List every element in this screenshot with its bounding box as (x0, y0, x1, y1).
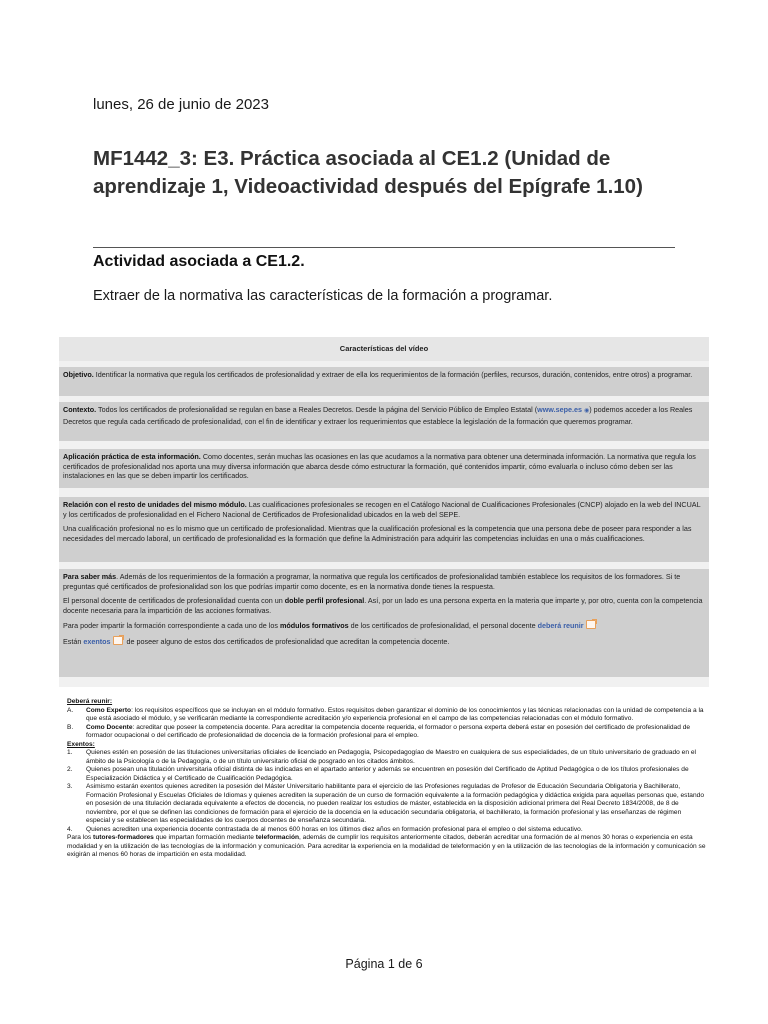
relacion-box (59, 497, 709, 562)
tutores-paragraph: Para los tutores-formadores que impartan formación mediante teleformación, además de cumplir los requisitos anteriormente citados, deberán acreditar una formación de al menos 30 horas o experiencia en esta modalidad y en la utilización de las tecnologías de la información y comunicación. Para acreditar la experiencia en la modalidad de teleformación y en la utilización de las tecnologías de la información y comunicación se exigirán al menos 60 horas de impartición en esta modalidad. (67, 834, 706, 858)
requirements-notes (67, 698, 707, 860)
saber-mas-box (59, 569, 709, 677)
video-characteristics-panel (59, 337, 709, 687)
list-item: A. Como Experto: los requisitos específicos que se incluyan en el módulo formativo. Estos requisitos deben garantizar el dominio de los conocimientos y las técnicas relacionadas con la unidad de competencia a la que está asociado el módulo, y se verificarán mediante la correspondiente acreditación y/o experiencia profesional en el campo de las competencias relacionadas con el módulo formativo. (67, 706, 704, 722)
sepe-link[interactable]: www.sepe.es (537, 405, 582, 414)
sepe-logo-icon: ◉ (584, 408, 590, 414)
exentos-heading: Exentos: (67, 740, 95, 748)
page-title: MF1442_3: E3. Práctica asociada al CE1.2 (Unidad de aprendizaje 1, Videoactividad después del Epígrafe 1.10) (93, 147, 643, 198)
contexto-box (59, 402, 709, 441)
contexto-text-before: Todos los certificados de profesionalidad se regulan en base a Reales Decretos. Desde la página del Servicio Público de Empleo Estatal ( (98, 405, 538, 414)
document-date: lunes, 26 de junio de 2023 (93, 96, 269, 113)
video-panel-header: Características del vídeo (59, 337, 709, 361)
objetivo-box (59, 367, 709, 396)
list-item: B. Como Docente: acreditar que poseer la competencia docente. Para acreditar la competencia docente requerida, el formador o persona experta deberá estar en posesión del certificado de profesionalidad de formador ocupacional o del certificado de profesionalidad de docencia de la formación profesional para el empleo. (67, 723, 691, 739)
saber-mas-text: . Además de los requerimientos de la formación a programar, la normativa que regula los certificados de profesionalidad también establece los requisitos de los formadores. Si te preguntas qué certificados de profesionalidad son los que podrías impartir como docente, es en la normativa donde tienes la respuesta. (63, 572, 681, 591)
relacion-text: Las cualificaciones profesionales se recogen en el Catálogo Nacional de Cualificaciones Profesionales (CNCP) alojado en la web del INCUAL y los certificados de profesionalidad en el Fichero Nacional de Certificados de Profesionalidad ubicados en la web del SEPE. (63, 500, 701, 519)
page-number: Página 1 de 6 (345, 957, 423, 971)
external-link-icon[interactable] (586, 620, 596, 629)
contexto-text-after: ) podemos acceder a los Reales Decretos que regula cada certificado de profesionalidad, con el fin de identificar y extraer los requerimientos que establece la legislación de la formación que queremos programar. (63, 405, 693, 426)
activity-subtitle: Actividad asociada a CE1.2. (93, 253, 305, 270)
saber-mas-p4-before: Están (63, 636, 84, 646)
saber-mas-p2-after: . Así, por un lado es una persona experta en la materia que imparte y, por otro, cuenta con la competencia docente necesaria para la impartición de las acciones formativas. (63, 596, 703, 615)
list-item: 1. Quienes estén en posesión de las titulaciones universitarias oficiales de licenciado en Pedagogía, Psicopedagogíao de Maestro en cualquiera de sus especialidades, de un título universitario de graduado en el ámbito de la Psicología o de la Pedagogía, o de un título universitario oficial de posgrado en los citados ámbitos. (67, 749, 696, 765)
aplicacion-label: Aplicación práctica de esta información. (63, 452, 201, 461)
saber-mas-p4-after: de poseer alguno de estos dos certificados de profesionalidad que acreditan la competencia docente. (124, 636, 450, 646)
saber-mas-p2-before: El personal docente de certificados de profesionalidad cuenta con un (63, 596, 285, 606)
doble-perfil-text: doble perfil profesional (284, 596, 365, 606)
saber-mas-p3-after: de los certificados de profesionalidad, el personal docente (348, 621, 538, 631)
list-item: 3. Asimismo estarán exentos quienes acrediten la posesión del Máster Universitario habilitante para el ejercicio de las Profesiones reguladas de Profesor de Educación Secundaria Obligatoria y Bachillerato, Formación Profesional y Escuelas Oficiales de Idiomas y quienes acrediten la superación de un curso de formación equivalente a la formación pedagógica y didáctica exigida para aquellas personas que, estando en posesión de una titulación declarada equivalente a efectos de docencia, no pueden realizar los estudios de máster, establecida en la disposición adicional primera del Real Decreto 1834/2008, de 8 de noviembre, por el que se definen las condiciones de formación para el ejercicio de la docencia en la educación secundaria obligatoria, el bachillerato, la formación profesional y las enseñanzas de régimen especial y se establecen las especialidades de los cuerpos docentes de enseñanza secundaria. (67, 783, 704, 824)
modulos-formativos-text: módulos formativos (279, 621, 349, 631)
objetivo-text: Identificar la normativa que regula los certificados de profesionalidad y extraer de ella los requerimientos de la formación (perfiles, recursos, duración, contenidos, entre otros) a programar. (95, 370, 693, 379)
list-item: 4. Quienes acrediten una experiencia docente contrastada de al menos 600 horas en los últimos diez años en formación profesional para el empleo o del sistema educativo. (67, 825, 583, 833)
debera-reunir-link[interactable]: deberá reunir (537, 621, 584, 631)
relacion-label: Relación con el resto de unidades del mismo módulo. (63, 500, 247, 509)
aplicacion-text: Como docentes, serán muchas las ocasiones en las que acudamos a la normativa para obtener una determinada información. La normativa que regula los certificados de profesionalidad nos aporta una muy diversa información que abarca desde cómo estructurar la formación, qué contenidos impartir, cómo evaluarla o incluso cómo deben ser las instalaciones en las que se deben impartir los certificados. (63, 452, 696, 481)
contexto-label: Contexto. (63, 405, 97, 414)
saber-mas-label: Para saber más (63, 572, 117, 581)
aplicacion-box (59, 449, 709, 488)
activity-description: Extraer de la normativa las características de la formación a programar. (93, 288, 553, 304)
objetivo-label: Objetivo. (63, 370, 94, 379)
title-divider (93, 247, 675, 248)
list-item: 2. Quienes posean una titulación universitaria oficial distinta de las indicadas en el apartado anterior y además se encuentren en posesión del Certificado de Aptitud Pedagógica o de los títulos profesionales de Especialización Didáctica y el Certificado de Cualificación Pedagógica. (67, 766, 689, 782)
relacion-text-2: Una cualificación profesional no es lo mismo que un certificado de profesionalidad. Mientras que la cualificación profesional es la competencia que una persona debe de poseer para responder a las necesidades del mercado laboral, un certificado de profesionalidad es la formación que define la Administración para adquirir las competencias incluidas en una o más cualificaciones. (63, 524, 692, 543)
exentos-link[interactable]: exentos (83, 636, 111, 646)
saber-mas-p3-before: Para poder impartir la formación correspondiente a cada uno de los (63, 621, 280, 631)
external-link-icon[interactable] (113, 636, 123, 645)
debera-reunir-heading: Deberá reunir: (67, 698, 113, 705)
